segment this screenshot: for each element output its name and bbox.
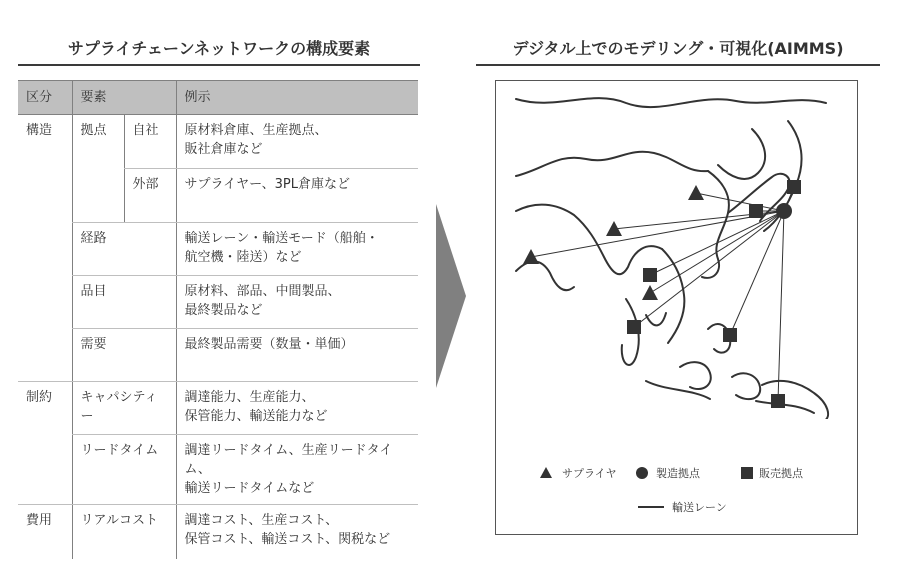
factory-marker: [776, 203, 792, 219]
sales-marker: [627, 320, 641, 334]
example-line: 航空機・陸送）など: [184, 250, 302, 265]
flow-arrow: [436, 204, 466, 388]
coast-path: [732, 373, 760, 399]
example-line: サプライヤー、3PL倉庫など: [184, 177, 350, 192]
table-row: [18, 115, 418, 169]
example-line: 調達コスト、生産コスト、: [184, 513, 339, 528]
coast-path: [516, 261, 574, 290]
example-line: 輸送レーン・輸送モード（船舶・: [184, 231, 379, 246]
table-row: [18, 435, 418, 505]
cell-element: 経路: [72, 223, 176, 276]
cell-example: [176, 329, 418, 382]
cell-example: [176, 435, 418, 505]
lane: [778, 211, 784, 401]
table-row: [18, 505, 418, 559]
cell-element: 需要: [72, 329, 176, 382]
table-row: [18, 276, 418, 329]
supplier-marker: [688, 185, 704, 200]
cell-example: [176, 115, 418, 169]
sales-marker: [749, 204, 763, 218]
coast-path: [718, 129, 765, 179]
factory-markers: [776, 203, 792, 219]
cell-sub: 外部: [124, 169, 176, 223]
table-row: [18, 223, 418, 276]
cell-element: リードタイム: [72, 435, 176, 505]
network-elements-title: サプライチェーンネットワークの構成要素: [67, 39, 371, 58]
modeling-title: デジタル上でのモデリング・可視化(AIMMS): [512, 39, 844, 58]
cell-example: [176, 169, 418, 223]
sales-marker: [787, 180, 801, 194]
example-line: 調達リードタイム、生産リードタイム、: [184, 443, 393, 477]
cell-element: 品目: [72, 276, 176, 329]
sales-marker: [771, 394, 785, 408]
elements-table: [18, 80, 418, 559]
flow-arrow-shape: [436, 204, 466, 388]
cell-element: キャパシティー: [72, 382, 176, 435]
header-example: 例示: [176, 81, 418, 115]
network-map: [495, 80, 858, 535]
cell-category: 費用: [26, 513, 53, 528]
example-line: 保管コスト、輸送コスト、関税など: [184, 532, 391, 547]
cell-example: [176, 505, 418, 559]
cell-element: 拠点: [72, 115, 124, 223]
table-header-row: [18, 81, 418, 115]
sales-marker: [723, 328, 737, 342]
legend-supplier-label: サプライヤ: [562, 467, 617, 480]
coast-path: [702, 171, 729, 278]
example-line: 原材料、部品、中間製品、: [184, 284, 341, 299]
legend-sales-label: 販売拠点: [759, 467, 803, 480]
lane: [696, 193, 784, 211]
asia-coastline: [516, 98, 828, 421]
legend-square-icon: [741, 467, 753, 479]
coast-path: [680, 362, 711, 389]
lane: [730, 211, 784, 335]
legend-lane-label: 輸送レーン: [672, 501, 727, 514]
example-line: 調達能力、生産能力、: [184, 390, 315, 405]
header-category: 区分: [18, 81, 72, 115]
cell-category: 制約: [18, 382, 72, 505]
cell-category: 構造: [18, 115, 72, 382]
coast-path: [516, 98, 826, 107]
example-line: 最終製品など: [184, 303, 263, 318]
transport-lanes: [531, 187, 794, 401]
cell-sub: 自社: [124, 115, 176, 169]
sales-marker: [643, 268, 657, 282]
example-line: 販社倉庫など: [184, 142, 263, 157]
example-line: 最終製品需要（数量・単価）: [184, 337, 354, 352]
right-title-rule: [476, 64, 880, 66]
example-line: 保管能力、輸送能力など: [184, 409, 328, 424]
lane: [650, 211, 784, 275]
cell-example: [176, 223, 418, 276]
table-row: [18, 382, 418, 435]
left-title-rule: [18, 64, 420, 66]
supplier-marker: [642, 285, 658, 300]
header-element: 要素: [72, 81, 176, 115]
legend-circle-icon: [636, 467, 648, 479]
cell-element: リアルコスト: [72, 505, 176, 559]
supplier-marker: [523, 249, 539, 264]
table-row: [18, 329, 418, 382]
coast-path: [662, 249, 684, 343]
legend-factory-label: 製造拠点: [656, 467, 700, 480]
coast-path: [516, 152, 708, 176]
example-line: 原材料倉庫、生産拠点、: [184, 123, 328, 138]
cell-example: [176, 276, 418, 329]
cell-example: [176, 382, 418, 435]
example-line: 輸送リードタイムなど: [184, 481, 315, 496]
